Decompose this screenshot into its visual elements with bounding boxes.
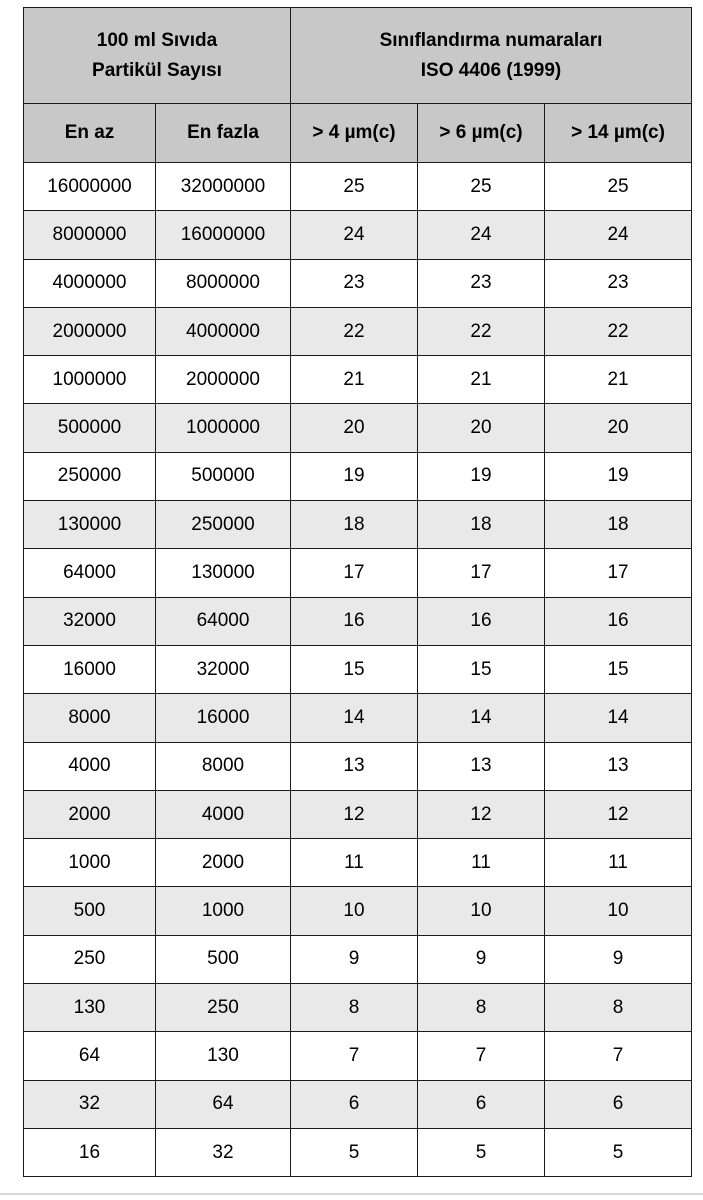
cell-max: 130 xyxy=(156,1032,291,1080)
cell-min: 16 xyxy=(24,1128,156,1176)
table-row xyxy=(24,501,692,549)
cell-min: 1000000 xyxy=(24,356,156,404)
cell-4um: 5 xyxy=(291,1128,418,1176)
cell-4um: 12 xyxy=(291,790,418,838)
cell-14um: 11 xyxy=(545,839,692,887)
classification-header-line-2: ISO 4406 (1999) xyxy=(420,59,562,81)
cell-max: 8000 xyxy=(156,742,291,790)
cell-min: 32 xyxy=(24,1080,156,1128)
particle-count-header-line-1: 100 ml Sıvıda xyxy=(96,29,218,51)
column-header-min: En az xyxy=(24,104,156,163)
cell-14um: 16 xyxy=(545,597,692,645)
cell-4um: 9 xyxy=(291,935,418,983)
cell-4um: 16 xyxy=(291,597,418,645)
cell-6um: 5 xyxy=(418,1128,545,1176)
cell-6um: 8 xyxy=(418,984,545,1032)
cell-14um: 10 xyxy=(545,887,692,935)
cell-14um: 9 xyxy=(545,935,692,983)
cell-6um: 17 xyxy=(418,549,545,597)
cell-6um: 12 xyxy=(418,790,545,838)
table-row xyxy=(24,163,692,211)
cell-max: 250 xyxy=(156,984,291,1032)
cell-6um: 23 xyxy=(418,259,545,307)
cell-6um: 16 xyxy=(418,597,545,645)
column-header-4um: > 4 µm(c) xyxy=(291,104,418,163)
table-row xyxy=(24,404,692,452)
table-row xyxy=(24,1032,692,1080)
cell-min: 250 xyxy=(24,935,156,983)
table-row xyxy=(24,839,692,887)
table-row xyxy=(24,790,692,838)
cell-14um: 17 xyxy=(545,549,692,597)
cell-min: 2000000 xyxy=(24,307,156,355)
cell-4um: 6 xyxy=(291,1080,418,1128)
cell-6um: 11 xyxy=(418,839,545,887)
cell-max: 130000 xyxy=(156,549,291,597)
cell-4um: 25 xyxy=(291,163,418,211)
cell-6um: 10 xyxy=(418,887,545,935)
cell-14um: 21 xyxy=(545,356,692,404)
cell-4um: 24 xyxy=(291,211,418,259)
iso-4406-table xyxy=(23,7,692,1177)
cell-4um: 20 xyxy=(291,404,418,452)
cell-4um: 21 xyxy=(291,356,418,404)
table-row xyxy=(24,935,692,983)
cell-14um: 23 xyxy=(545,259,692,307)
column-header-max: En fazla xyxy=(156,104,291,163)
cell-14um: 8 xyxy=(545,984,692,1032)
cell-min: 32000 xyxy=(24,597,156,645)
table-header xyxy=(24,8,692,163)
cell-6um: 7 xyxy=(418,1032,545,1080)
cell-min: 130000 xyxy=(24,501,156,549)
cell-max: 4000 xyxy=(156,790,291,838)
cell-max: 16000000 xyxy=(156,211,291,259)
cell-14um: 13 xyxy=(545,742,692,790)
cell-6um: 22 xyxy=(418,307,545,355)
table-row xyxy=(24,259,692,307)
table-row xyxy=(24,645,692,693)
cell-4um: 23 xyxy=(291,259,418,307)
cell-4um: 15 xyxy=(291,645,418,693)
cell-14um: 12 xyxy=(545,790,692,838)
table-row xyxy=(24,549,692,597)
cell-6um: 24 xyxy=(418,211,545,259)
table-row xyxy=(24,1080,692,1128)
cell-14um: 18 xyxy=(545,501,692,549)
cell-min: 130 xyxy=(24,984,156,1032)
cell-14um: 25 xyxy=(545,163,692,211)
divider xyxy=(0,1193,703,1195)
classification-header-line-1: Sınıflandırma numaraları xyxy=(379,29,603,51)
cell-6um: 14 xyxy=(418,694,545,742)
cell-4um: 22 xyxy=(291,307,418,355)
cell-6um: 21 xyxy=(418,356,545,404)
column-header-row xyxy=(24,104,692,163)
cell-min: 500 xyxy=(24,887,156,935)
cell-max: 8000000 xyxy=(156,259,291,307)
cell-14um: 20 xyxy=(545,404,692,452)
cell-6um: 9 xyxy=(418,935,545,983)
cell-6um: 20 xyxy=(418,404,545,452)
cell-max: 32000 xyxy=(156,645,291,693)
table-row xyxy=(24,307,692,355)
table-row xyxy=(24,984,692,1032)
cell-min: 64 xyxy=(24,1032,156,1080)
classification-header xyxy=(291,8,692,104)
cell-max: 32 xyxy=(156,1128,291,1176)
cell-4um: 18 xyxy=(291,501,418,549)
cell-4um: 7 xyxy=(291,1032,418,1080)
cell-4um: 14 xyxy=(291,694,418,742)
cell-4um: 19 xyxy=(291,452,418,500)
cell-max: 1000000 xyxy=(156,404,291,452)
cell-6um: 13 xyxy=(418,742,545,790)
cell-14um: 14 xyxy=(545,694,692,742)
table-row xyxy=(24,742,692,790)
table-row xyxy=(24,694,692,742)
cell-min: 8000 xyxy=(24,694,156,742)
table-row xyxy=(24,597,692,645)
cell-max: 500 xyxy=(156,935,291,983)
cell-max: 1000 xyxy=(156,887,291,935)
particle-count-header xyxy=(24,8,291,104)
cell-14um: 19 xyxy=(545,452,692,500)
cell-min: 2000 xyxy=(24,790,156,838)
cell-min: 250000 xyxy=(24,452,156,500)
cell-14um: 5 xyxy=(545,1128,692,1176)
cell-min: 8000000 xyxy=(24,211,156,259)
cell-6um: 15 xyxy=(418,645,545,693)
cell-max: 64000 xyxy=(156,597,291,645)
cell-4um: 8 xyxy=(291,984,418,1032)
particle-count-header-line-2: Partikül Sayısı xyxy=(92,59,222,81)
cell-4um: 10 xyxy=(291,887,418,935)
cell-6um: 25 xyxy=(418,163,545,211)
table-body xyxy=(24,163,692,1177)
table-row xyxy=(24,452,692,500)
group-header-row xyxy=(24,8,692,104)
cell-min: 4000 xyxy=(24,742,156,790)
cell-4um: 13 xyxy=(291,742,418,790)
cell-14um: 6 xyxy=(545,1080,692,1128)
cell-max: 16000 xyxy=(156,694,291,742)
cell-max: 4000000 xyxy=(156,307,291,355)
cell-max: 2000000 xyxy=(156,356,291,404)
cell-14um: 22 xyxy=(545,307,692,355)
table-row xyxy=(24,1128,692,1176)
cell-6um: 18 xyxy=(418,501,545,549)
cell-14um: 15 xyxy=(545,645,692,693)
table-row xyxy=(24,356,692,404)
cell-6um: 19 xyxy=(418,452,545,500)
cell-14um: 7 xyxy=(545,1032,692,1080)
cell-4um: 11 xyxy=(291,839,418,887)
cell-4um: 17 xyxy=(291,549,418,597)
column-header-14um: > 14 µm(c) xyxy=(545,104,692,163)
cell-min: 4000000 xyxy=(24,259,156,307)
cell-min: 500000 xyxy=(24,404,156,452)
table-row xyxy=(24,887,692,935)
cell-max: 500000 xyxy=(156,452,291,500)
cell-max: 32000000 xyxy=(156,163,291,211)
cell-min: 64000 xyxy=(24,549,156,597)
cell-min: 16000 xyxy=(24,645,156,693)
cell-6um: 6 xyxy=(418,1080,545,1128)
cell-min: 1000 xyxy=(24,839,156,887)
column-header-6um: > 6 µm(c) xyxy=(418,104,545,163)
cell-max: 2000 xyxy=(156,839,291,887)
table-row xyxy=(24,211,692,259)
cell-14um: 24 xyxy=(545,211,692,259)
cell-max: 250000 xyxy=(156,501,291,549)
cell-max: 64 xyxy=(156,1080,291,1128)
cell-min: 16000000 xyxy=(24,163,156,211)
